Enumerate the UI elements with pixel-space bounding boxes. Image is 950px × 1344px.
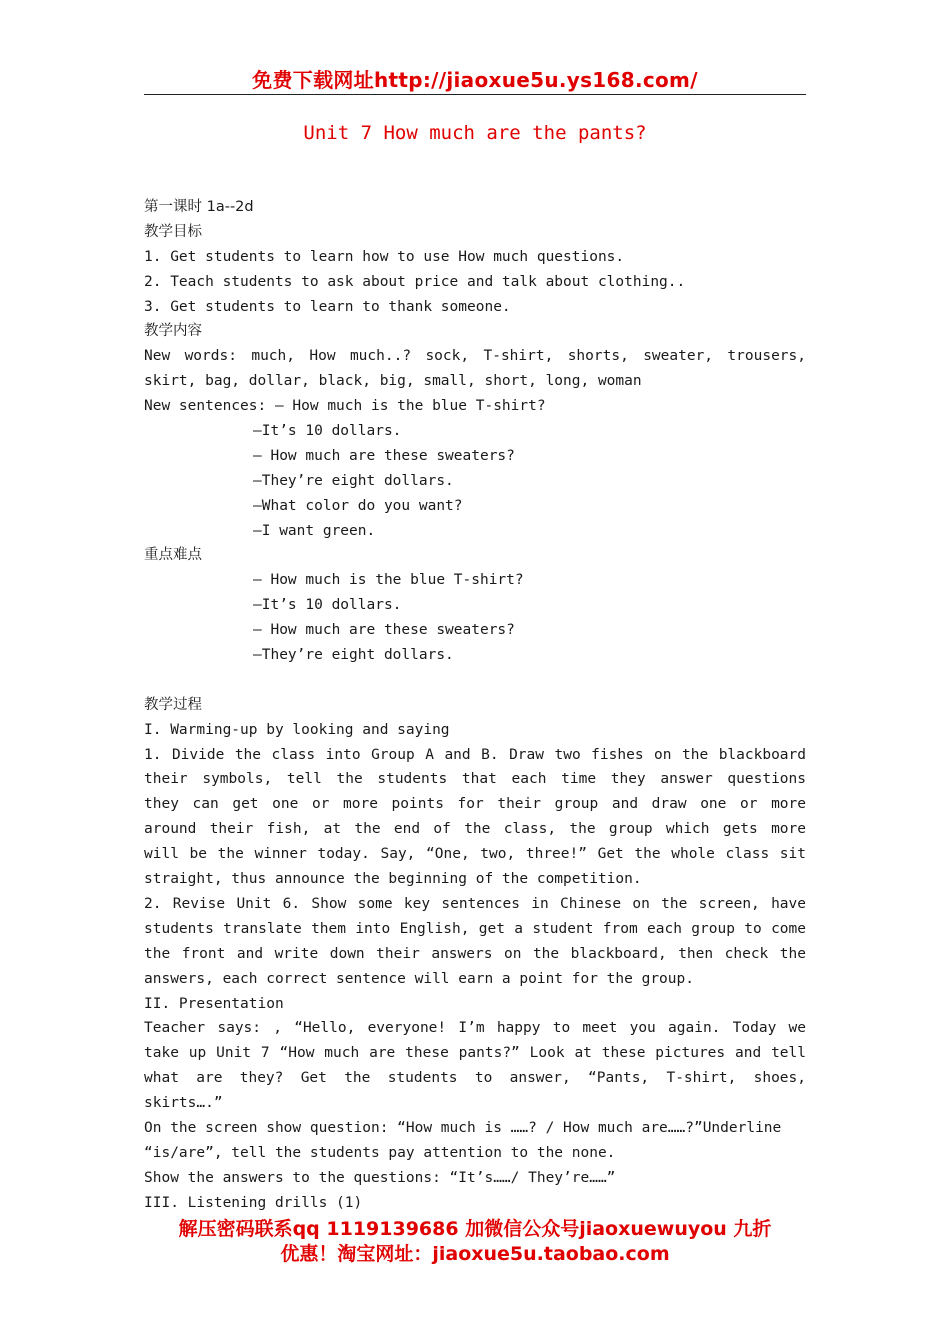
text-line: will be the winner today. Say, “One, two, three!” Get the whole class sit bbox=[144, 846, 806, 863]
text-line: II. Presentation bbox=[144, 995, 284, 1012]
text-line: 1. Divide the class into Group A and B. Draw two fishes on the blackboard bbox=[144, 746, 806, 763]
text-line: 2. Revise Unit 6. Show some key sentences in Chinese on the screen, have bbox=[144, 895, 806, 912]
text-line: skirts….” bbox=[144, 1095, 223, 1112]
header-label: 免费下载网址 bbox=[252, 68, 374, 92]
sentence-line: —It’s 10 dollars. bbox=[253, 423, 402, 440]
blank-line bbox=[144, 668, 806, 693]
text-line: they can get one or more points for their group and draw one or more bbox=[144, 796, 806, 813]
sentence-line: —I want green. bbox=[253, 522, 376, 539]
section-heading-key-points: 重点难点 bbox=[144, 547, 202, 564]
sentence-line: —What color do you want? bbox=[253, 497, 463, 514]
sentence-line: — How much are these sweaters? bbox=[253, 447, 515, 464]
section-heading-content: 教学内容 bbox=[144, 323, 202, 340]
text-line: Teacher says: , “Hello, everyone! I’m happy to meet you again. Today we bbox=[144, 1020, 806, 1037]
text-line: their symbols, tell the students that each time they answer questions bbox=[144, 771, 806, 788]
text-line: Show the answers to the questions: “It’s……/ They’re……” bbox=[144, 1169, 616, 1186]
objective-item: 1. Get students to learn how to use How much questions. bbox=[144, 248, 625, 265]
sentence-line: —They’re eight dollars. bbox=[253, 472, 454, 489]
document-title: Unit 7 How much are the pants? bbox=[303, 122, 647, 144]
text-line: I. Warming-up by looking and saying bbox=[144, 721, 450, 738]
page-header bbox=[144, 66, 806, 95]
text-line: answers, each correct sentence will earn a point for the group. bbox=[144, 970, 694, 987]
text-line: On the screen show question: “How much is ……? / How much are……?”Underline bbox=[144, 1119, 782, 1136]
section-heading-process: 教学过程 bbox=[144, 696, 202, 713]
objective-item: 2. Teach students to ask about price and talk about clothing.. bbox=[144, 273, 686, 290]
section-heading-objectives: 教学目标 bbox=[144, 223, 202, 240]
page-footer bbox=[144, 1217, 806, 1267]
sentence-line: —They’re eight dollars. bbox=[253, 647, 454, 664]
header-url-link[interactable]: http://jiaoxue5u.ys168.com/ bbox=[373, 68, 698, 92]
text-line: III. Listening drills (1) bbox=[144, 1194, 363, 1211]
text-line: skirt, bag, dollar, black, big, small, short, long, woman bbox=[144, 373, 642, 390]
sentence-line: —It’s 10 dollars. bbox=[253, 597, 402, 614]
text-line: straight, thus announce the beginning of the competition. bbox=[144, 871, 642, 888]
text-line: the front and write down their answers on the blackboard, then check the bbox=[144, 945, 806, 962]
text-line: “is/are”, tell the students pay attention to the none. bbox=[144, 1144, 616, 1161]
text-line: students translate them into English, get a student from each group to come bbox=[144, 920, 806, 937]
document-body bbox=[144, 195, 806, 1216]
sentence-line: — How much is the blue T-shirt? bbox=[253, 572, 524, 589]
text-line: New words: much, How much..? sock, T-shirt, shorts, sweater, trousers, bbox=[144, 348, 806, 365]
footer-line-shop: 优惠！淘宝网址：jiaoxue5u.taobao.com bbox=[280, 1243, 670, 1265]
text-line: New sentences: — How much is the blue T-shirt? bbox=[144, 398, 546, 415]
objective-item: 3. Get students to learn to thank someone. bbox=[144, 298, 511, 315]
text-line: around their fish, at the end of the class, the group which gets more bbox=[144, 821, 806, 838]
sentence-line: — How much are these sweaters? bbox=[253, 622, 515, 639]
lesson-heading: 第一课时 1a--2d bbox=[144, 199, 254, 215]
text-line: take up Unit 7 “How much are these pants?” Look at these pictures and tell bbox=[144, 1045, 806, 1062]
text-line: what are they? Get the students to answer, “Pants, T-shirt, shoes, bbox=[144, 1070, 806, 1087]
footer-line-contact: 解压密码联系qq 1119139686 加微信公众号jiaoxuewuyou 九折 bbox=[178, 1218, 772, 1240]
